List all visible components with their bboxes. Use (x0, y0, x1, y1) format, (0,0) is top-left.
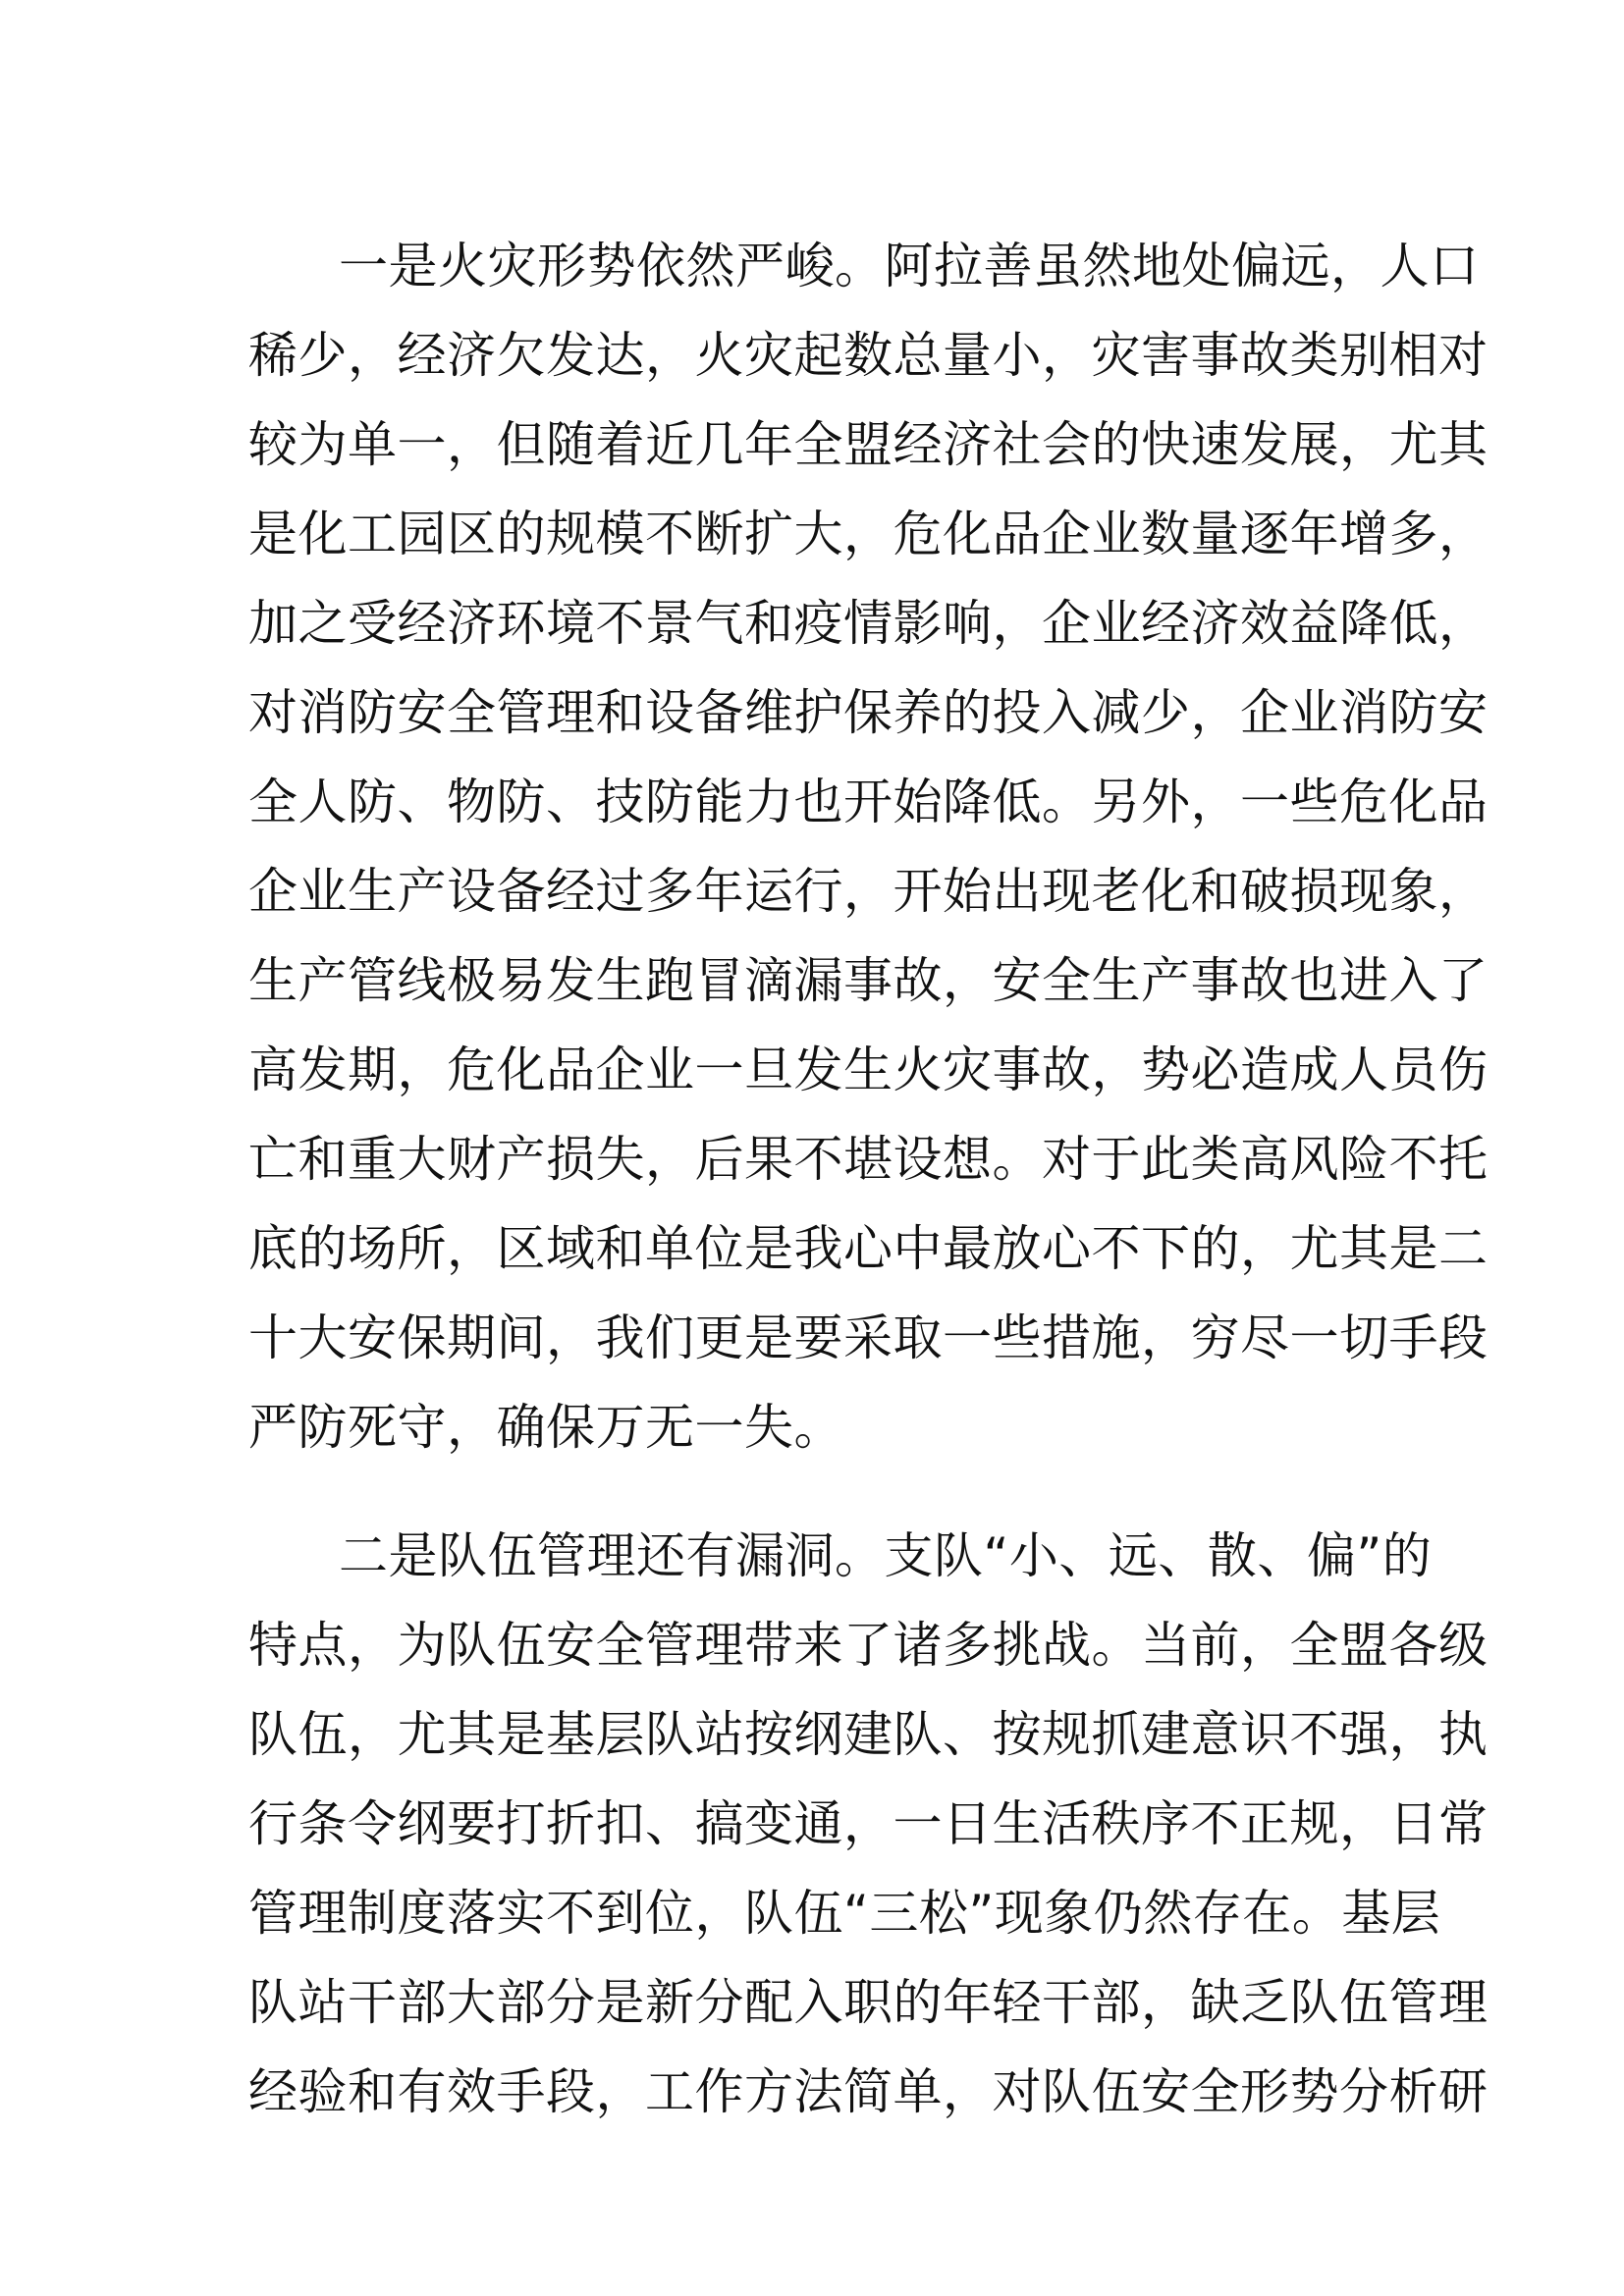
text-line: 底的场所，区域和单位是我心中最放心不下的，尤其是二 (248, 1220, 1489, 1277)
text-line: 高发期，危化品企业一旦发生火灾事故，势必造成人员伤 (248, 1041, 1489, 1098)
text-line: 亡和重大财产损失，后果不堪设想。对于此类高风险不托 (248, 1131, 1489, 1188)
paragraph-fire-situation (248, 222, 1489, 1472)
text-line: 队伍，尤其是基层队站按纲建队、按规抓建意识不强，执 (248, 1706, 1489, 1763)
text-line: 特点，为队伍安全管理带来了诸多挑战。当前，全盟各级 (248, 1617, 1489, 1674)
text-line: 稀少，经济欠发达，火灾起数总量小，灾害事故类别相对 (248, 327, 1489, 384)
text-line: 行条令纲要打折扣、搞变通，一日生活秩序不正规，日常 (248, 1795, 1489, 1852)
text-line: 一是火灾形势依然严峻。阿拉善虽然地处偏远，人口 (339, 238, 1480, 294)
text-line: 十大安保期间，我们更是要采取一些措施，穷尽一切手段 (248, 1309, 1489, 1366)
body-text (248, 222, 1489, 2137)
paragraph-spacer (248, 1472, 1378, 1512)
text-line: 二是队伍管理还有漏洞。支队“小、远、散、偏”的 (339, 1527, 1433, 1584)
text-line: 是化工园区的规模不断扩大，危化品企业数量逐年增多， (248, 506, 1489, 562)
text-line: 企业生产设备经过多年运行，开始出现老化和破损现象， (248, 863, 1489, 920)
text-line: 严防死守，确保万无一失。 (248, 1399, 843, 1456)
text-line: 加之受经济环境不景气和疫情影响，企业经济效益降低， (248, 595, 1489, 652)
text-line: 全人防、物防、技防能力也开始降低。另外，一些危化品 (248, 774, 1489, 830)
text-line: 队站干部大部分是新分配入职的年轻干部，缺乏队伍管理 (248, 1974, 1489, 2031)
text-line: 经验和有效手段，工作方法简单，对队伍安全形势分析研 (248, 2063, 1489, 2120)
text-line: 管理制度落实不到位，队伍“三松”现象仍然存在。基层 (248, 1885, 1441, 1942)
text-line: 生产管线极易发生跑冒滴漏事故，安全生产事故也进入了 (248, 952, 1489, 1009)
paragraph-team-management (248, 1512, 1489, 2137)
text-line: 较为单一，但随着近几年全盟经济社会的快速发展，尤其 (248, 416, 1489, 473)
text-line: 对消防安全管理和设备维护保养的投入减少，企业消防安 (248, 684, 1489, 741)
